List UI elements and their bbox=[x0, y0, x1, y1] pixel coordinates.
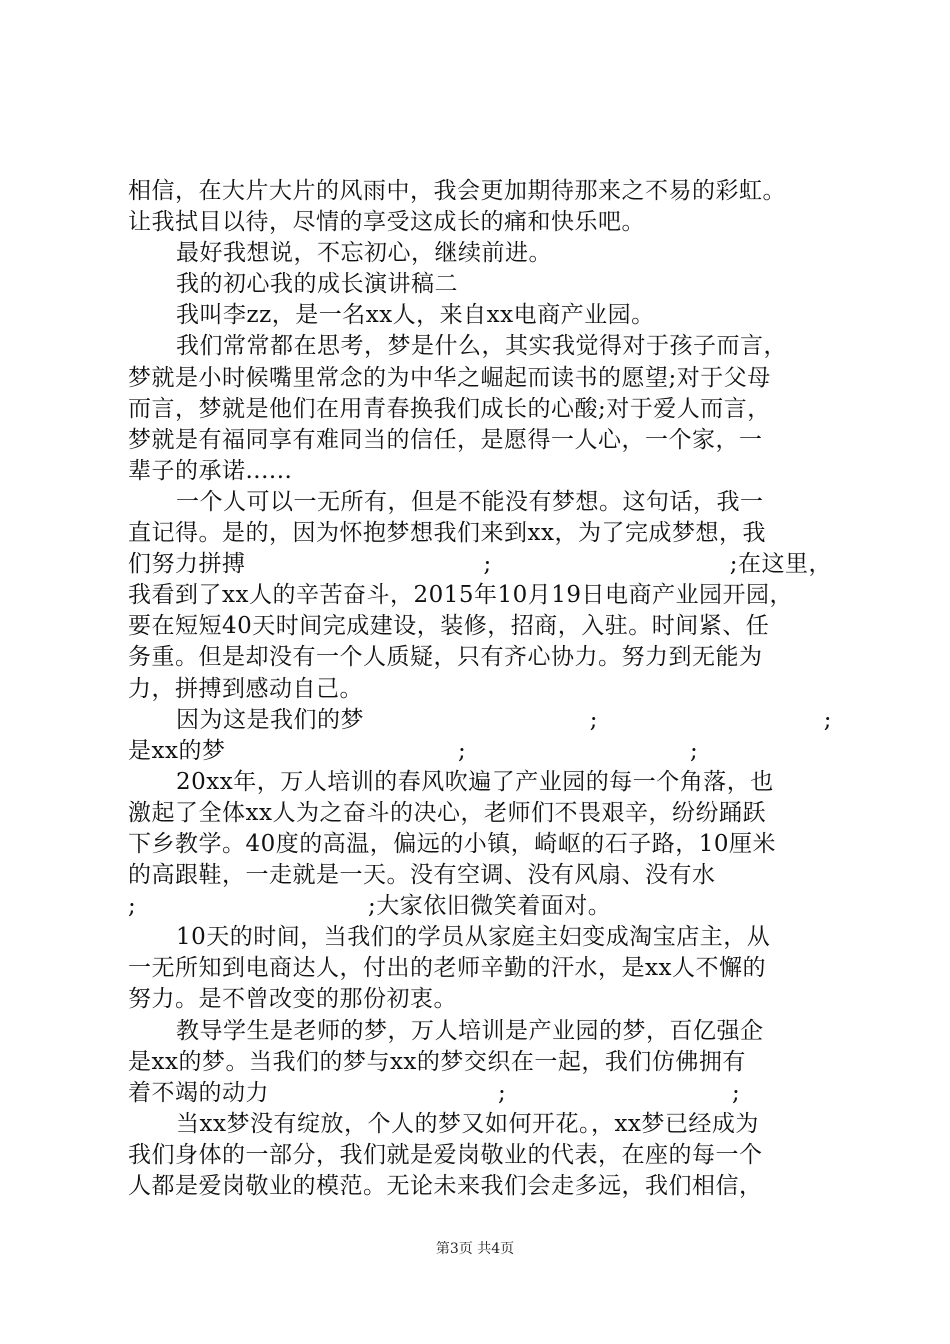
text-segment: ; bbox=[483, 551, 492, 578]
text-line: 最好我想说，不忘初心，继续前进。 bbox=[176, 240, 552, 267]
text-line: 一个人可以一无所有，但是不能没有梦想。这句话，我一 bbox=[176, 488, 764, 515]
text-segment: ; bbox=[458, 737, 467, 764]
text-line: 人都是爱岗敬业的模范。无论未来我们会走多远，我们相信， bbox=[128, 1173, 763, 1199]
text-line bbox=[128, 705, 832, 736]
text-segment: ; bbox=[732, 1079, 741, 1106]
text-line: 直记得。是的，因为怀抱梦想我们来到xx，为了完成梦想，我 bbox=[128, 520, 766, 547]
text-line: 一无所知到电商达人，付出的老师辛勤的汗水，是xx人不懈的 bbox=[128, 955, 766, 982]
text-segment: ; bbox=[589, 706, 598, 733]
text-segment: ; bbox=[498, 1079, 507, 1106]
text-line: 当xx梦没有绽放，个人的梦又如何开花。，xx梦已经成为 bbox=[176, 1110, 759, 1137]
text-segment: ; bbox=[823, 706, 832, 733]
text-line: 我们身体的一部分，我们就是爱岗敬业的代表，在座的每一个 bbox=[128, 1141, 763, 1168]
text-segment: 因为这是我们的梦 bbox=[176, 706, 364, 733]
text-line: 我们常常都在思考，梦是什么，其实我觉得对于孩子而言， bbox=[176, 333, 787, 360]
text-segment: 是xx的梦 bbox=[128, 737, 226, 764]
text-segment: 着不竭的动力 bbox=[128, 1079, 269, 1106]
text-line: 下乡教学。40度的高温，偏远的小镇，崎岖的石子路，10厘米 bbox=[128, 830, 777, 857]
text-line: 相信，在大片大片的风雨中，我会更加期待那来之不易的彩虹。 bbox=[128, 178, 786, 204]
text-line: 激起了全体xx人为之奋斗的决心，老师们不畏艰辛，纷纷踊跃 bbox=[128, 799, 766, 826]
text-segment: ;大家依旧微笑着面对。 bbox=[368, 893, 612, 920]
page-number-footer: 第3页 共4页 bbox=[435, 1241, 515, 1257]
text-line: 要在短短40天时间完成建设，装修，招商，入驻。时间紧、任 bbox=[128, 613, 770, 640]
text-line: 力，拼搏到感动自己。 bbox=[128, 675, 363, 702]
text-segment: ; bbox=[690, 737, 699, 764]
text-line: 辈子的承诺...... bbox=[128, 457, 293, 484]
text-line: 而言，梦就是他们在用青春换我们成长的心酸;对于爱人而言， bbox=[128, 395, 771, 422]
text-line: 我看到了xx人的辛苦奋斗，2015年10月19日电商产业园开园， bbox=[128, 582, 794, 609]
document-body bbox=[128, 176, 832, 1202]
text-line: 梦就是有福同享有难同当的信任，是愿得一人心，一个家，一 bbox=[128, 426, 763, 453]
text-line: 务重。但是却没有一个人质疑，只有齐心协力。努力到无能为 bbox=[128, 644, 763, 671]
text-line bbox=[128, 736, 832, 767]
text-line: 我叫李zz，是一名xx人，来自xx电商产业园。 bbox=[176, 302, 655, 329]
text-line: 教导学生是老师的梦，万人培训是产业园的梦，百亿强企 bbox=[176, 1017, 764, 1044]
text-line bbox=[128, 549, 832, 580]
text-line: 是xx的梦。当我们的梦与xx的梦交织在一起，我们仿佛拥有 bbox=[128, 1048, 746, 1075]
text-line: 让我拭目以待，尽情的享受这成长的痛和快乐吧。 bbox=[128, 209, 645, 236]
text-line: 努力。是不曾改变的那份初衷。 bbox=[128, 986, 457, 1013]
text-line: 20xx年，万人培训的春风吹遍了产业园的每一个角落，也 bbox=[176, 768, 774, 795]
text-line: 梦就是小时候嘴里常念的为中华之崛起而读书的愿望;对于父母 bbox=[128, 364, 771, 391]
text-line: 10天的时间，当我们的学员从家庭主妇变成淘宝店主，从 bbox=[176, 924, 771, 951]
text-line bbox=[128, 1078, 832, 1109]
text-line bbox=[128, 891, 832, 922]
section-heading: 我的初心我的成长演讲稿二 bbox=[176, 271, 458, 298]
text-segment: 们努力拼搏 bbox=[128, 551, 246, 578]
text-line: 的高跟鞋，一走就是一天。没有空调、没有风扇、没有水 bbox=[128, 862, 716, 889]
text-segment: ;在这里， bbox=[729, 551, 832, 578]
text-segment: ; bbox=[128, 893, 137, 920]
